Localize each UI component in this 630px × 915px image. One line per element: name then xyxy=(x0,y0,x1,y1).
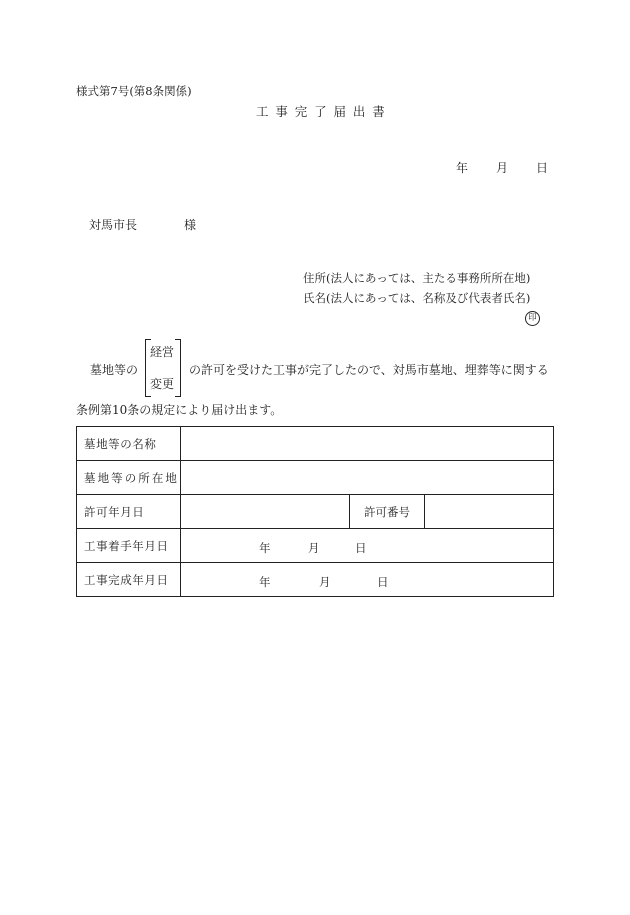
permit-date-label: 許可年月日 xyxy=(77,495,181,529)
permit-number-field[interactable] xyxy=(425,495,554,529)
table-row xyxy=(77,529,554,563)
addressee xyxy=(89,219,196,231)
start-year: 年 xyxy=(259,541,271,555)
cemetery-name-label: 墓地等の名称 xyxy=(77,427,181,461)
applicant-name-label: 氏名(法人にあっては、名称及び代表者氏名) xyxy=(303,291,531,305)
body-prefix: 墓地等の xyxy=(90,363,139,377)
construction-complete-label: 工事完成年月日 xyxy=(77,563,181,597)
addressee-honorific: 様 xyxy=(184,218,197,232)
construction-complete-field[interactable] xyxy=(181,563,554,597)
seal-icon: 印 xyxy=(525,311,540,326)
submission-date xyxy=(456,162,548,174)
body-text-line1: の許可を受けた工事が完了したので、対馬市墓地、埋葬等に関する xyxy=(189,363,549,377)
complete-year: 年 xyxy=(259,575,271,589)
option-change: 変更 xyxy=(150,377,175,391)
cemetery-location-field[interactable] xyxy=(181,461,554,495)
cemetery-location-label: 墓地等の所在地 xyxy=(77,461,181,495)
form-number: 様式第7号(第8条関係) xyxy=(76,84,192,98)
cemetery-name-field[interactable] xyxy=(181,427,554,461)
date-month: 月 xyxy=(496,161,509,175)
start-day: 日 xyxy=(355,541,367,555)
start-month: 月 xyxy=(308,541,320,555)
document-title: 工事完了届出書 xyxy=(256,104,392,119)
applicant-address-label: 住所(法人にあっては、主たる事務所所在地) xyxy=(303,271,531,285)
date-day: 日 xyxy=(536,161,549,175)
complete-month: 月 xyxy=(319,575,331,589)
construction-start-field[interactable] xyxy=(181,529,554,563)
info-table xyxy=(76,426,554,597)
complete-day: 日 xyxy=(377,575,389,589)
date-year: 年 xyxy=(456,161,469,175)
option-management: 経営 xyxy=(150,345,175,359)
permit-number-label: 許可番号 xyxy=(350,495,425,529)
permit-date-field[interactable] xyxy=(181,495,350,529)
body-text-line2: 条例第10条の規定により届け出ます。 xyxy=(76,403,283,417)
table-row xyxy=(77,495,554,529)
right-bracket xyxy=(175,339,181,397)
addressee-name: 対馬市長 xyxy=(89,218,138,232)
table-row xyxy=(77,563,554,597)
table-row xyxy=(77,461,554,495)
table-row xyxy=(77,427,554,461)
construction-start-label: 工事着手年月日 xyxy=(77,529,181,563)
